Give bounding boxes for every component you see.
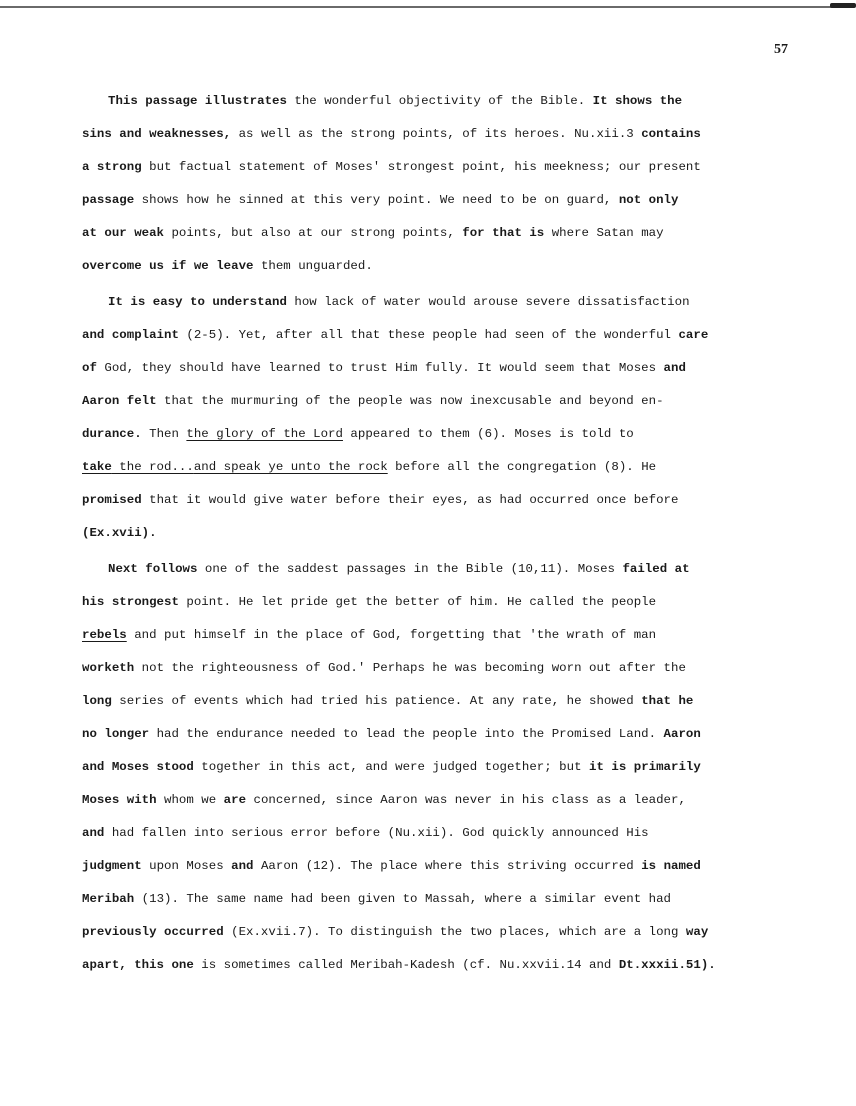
underlined-text: and speak ye unto the rock <box>193 460 388 474</box>
bold-text: passage <box>82 193 135 207</box>
text-line <box>82 254 802 287</box>
text-run: whom we <box>156 793 224 807</box>
text-run: points, but also at our strong points, <box>164 226 463 240</box>
bold-text: and <box>231 859 254 873</box>
text-line <box>82 656 802 689</box>
bold-text: no longer <box>82 727 150 741</box>
text-line <box>82 590 802 623</box>
bold-text: Moses with <box>82 793 157 807</box>
text-run: point. He let pride get the better of him. He called the people <box>178 595 657 609</box>
bold-text: it is primarily <box>589 760 701 774</box>
bold-text: This passage illustrates <box>108 94 287 108</box>
underlined-text: the glory of the Lord <box>186 427 343 441</box>
text-run: them unguarded. <box>253 259 373 273</box>
bold-text: Next follows <box>108 562 198 576</box>
text-line <box>82 953 802 986</box>
text-run: appeared to them (6). Moses is told to <box>342 427 634 441</box>
bold-text: care <box>678 328 709 342</box>
bold-text: durance. <box>82 427 142 441</box>
bold-text: overcome us if we leave <box>82 259 254 273</box>
bold-text: judgment <box>82 859 142 873</box>
bold-text: failed at <box>622 562 690 576</box>
bold-text: way <box>685 925 709 939</box>
text-run: one of the saddest passages in the Bible (10,11). Moses <box>197 562 623 576</box>
bold-text: at our weak <box>82 226 165 240</box>
text-line <box>82 290 802 323</box>
text-line <box>82 755 802 788</box>
bold-text: It shows the <box>592 94 683 108</box>
bold-text: promised <box>82 493 142 507</box>
bold-text: a strong <box>82 160 142 174</box>
bold-text: not only <box>618 193 679 207</box>
text-run: before all the congregation (8). He <box>387 460 657 474</box>
bold-text: and Moses stood <box>82 760 194 774</box>
top-scan-mark <box>830 3 856 8</box>
text-run: had the endurance needed to lead the people into the Promised Land. <box>149 727 664 741</box>
text-run: concerned, since Aaron was never in his class as a leader, <box>246 793 686 807</box>
text-line <box>82 557 802 590</box>
underlined-text: rebels <box>82 628 127 642</box>
text-line <box>82 788 802 821</box>
text-line <box>82 854 802 887</box>
text-run: not the righteousness of God.' Perhaps he was becoming worn out after the <box>134 661 686 675</box>
text-line <box>82 488 802 521</box>
text-line <box>82 323 802 356</box>
text-run: Aaron (12). The place where this striving occurred <box>253 859 642 873</box>
underlined-text: take <box>82 460 112 474</box>
bold-text: (Ex.xvii). <box>82 526 157 540</box>
text-run: that the murmuring of the people was now inexcusable and beyond en- <box>156 394 664 408</box>
text-line <box>82 122 802 155</box>
text-run: Then <box>141 427 187 441</box>
bold-text: for that is <box>462 226 545 240</box>
text-run: but factual statement of Moses' strongest point, his meekness; our present <box>141 160 701 174</box>
bold-text: contains <box>641 127 701 141</box>
text-run: (2-5). Yet, after all that these people had seen of the wonderful <box>178 328 679 342</box>
text-run: as well as the strong points, of its heroes. Nu.xii.3 <box>231 127 642 141</box>
text-run: shows how he sinned at this very point. We need to be on guard, <box>134 193 619 207</box>
text-line <box>82 887 802 920</box>
text-line <box>82 722 802 755</box>
text-line <box>82 188 802 221</box>
text-line <box>82 422 802 455</box>
text-run: where Satan may <box>544 226 664 240</box>
text-run: upon Moses <box>141 859 232 873</box>
document-body <box>82 89 802 986</box>
text-run: how lack of water would arouse severe dissatisfaction <box>286 295 690 309</box>
bold-text: previously occurred <box>82 925 224 939</box>
text-line <box>82 521 802 554</box>
text-line <box>82 221 802 254</box>
text-line <box>82 920 802 953</box>
text-run: the wonderful objectivity of the Bible. <box>286 94 593 108</box>
bold-text: is named <box>641 859 701 873</box>
text-line <box>82 356 802 389</box>
paragraph-2 <box>82 290 802 554</box>
bold-text: apart, this one <box>82 958 194 972</box>
top-scan-rule <box>0 6 852 8</box>
bold-text: worketh <box>82 661 135 675</box>
text-run: (13). The same name had been given to Massah, where a similar event had <box>134 892 672 906</box>
bold-text: Meribah <box>82 892 135 906</box>
text-line <box>82 821 802 854</box>
text-run: (Ex.xvii.7). To distinguish the two places, which are a long <box>223 925 686 939</box>
text-run: series of events which had tried his patience. At any rate, he showed <box>111 694 642 708</box>
text-line <box>82 689 802 722</box>
bold-text: and weaknesses, <box>119 127 232 141</box>
text-line <box>82 623 802 656</box>
text-run: that it would give water before their eyes, as had occurred once before <box>141 493 679 507</box>
bold-text: long <box>82 694 112 708</box>
bold-text: and <box>82 826 105 840</box>
text-run: and put himself in the place of God, forgetting that 'the wrath of man <box>126 628 657 642</box>
text-line <box>82 455 802 488</box>
underlined-text: the rod... <box>111 460 194 474</box>
text-run: together in this act, and were judged together; but <box>193 760 589 774</box>
bold-text: his strongest <box>82 595 179 609</box>
bold-text: sins <box>82 127 112 141</box>
text-line <box>82 155 802 188</box>
bold-text: Aaron felt <box>82 394 157 408</box>
bold-text: Aaron <box>663 727 701 741</box>
bold-text: It is easy to understand <box>108 295 287 309</box>
bold-text: are <box>223 793 247 807</box>
bold-text: that he <box>641 694 694 708</box>
bold-text: of <box>82 361 97 375</box>
paragraph-1 <box>82 89 802 287</box>
text-run: is sometimes called Meribah-Kadesh (cf. Nu.xxvii.14 and <box>193 958 619 972</box>
page-number: 57 <box>774 42 788 57</box>
bold-text: Dt.xxxii.51). <box>618 958 716 972</box>
paragraph-3 <box>82 557 802 986</box>
bold-text: and complaint <box>82 328 179 342</box>
bold-text: and <box>663 361 686 375</box>
text-line <box>82 389 802 422</box>
text-run: God, they should have learned to trust Him fully. It would seem that Moses <box>96 361 664 375</box>
text-run: had fallen into serious error before (Nu.xii). God quickly announced His <box>104 826 649 840</box>
text-line <box>82 89 802 122</box>
